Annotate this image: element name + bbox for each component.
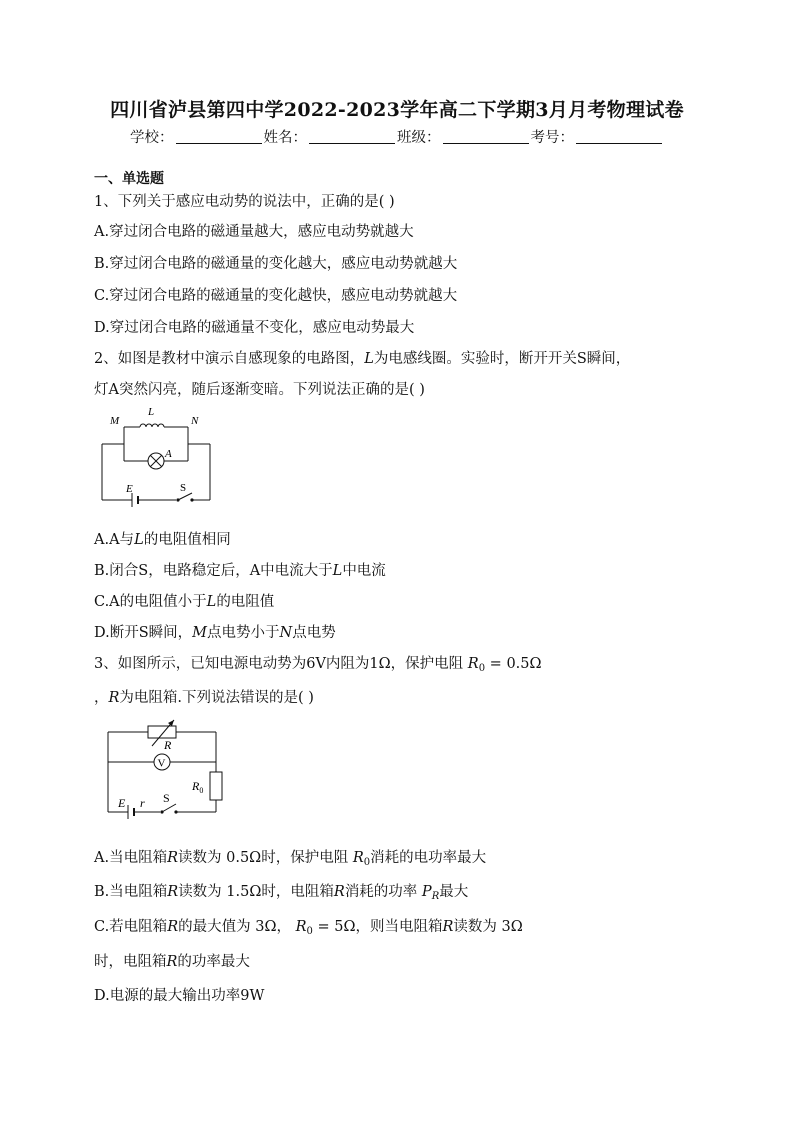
label-V: V [157,757,166,770]
q3-option-c-line1: C.若电阻箱R的最大值为 3Ω， $R_0 = 5\Omega$，则当电阻箱R读数为 3Ω [94,919,523,937]
q1-option-b: B.穿过闭合电路的磁通量的变化越大，感应电动势就越大 [94,256,458,272]
name-blank [309,129,395,144]
label-R: R [164,738,172,752]
label-S: S [180,482,187,494]
q2-stem-line2: 灯A突然闪亮，随后逐渐变暗。下列说法正确的是( ) [94,382,425,398]
q3-circuit-diagram [100,716,230,820]
number-blank [576,129,662,144]
exam-title: 四川省泸县第四中学2022-2023学年高二下学期3月月考物理试卷 [110,99,684,121]
q1-option-a: A.穿过闭合电路的磁通量越大，感应电动势就越大 [94,224,414,240]
student-info-row [0,126,794,147]
class-label: 班级： [397,130,441,146]
label-N: N [191,415,199,427]
q2-option-b: B.闭合S，电路稳定后，A中电流大于L中电流 [94,563,386,579]
q2-option-d: D.断开S瞬间，M点电势小于N点电势 [94,625,336,641]
label-r: r [140,796,145,810]
label-R0: $R_0$ [192,779,204,795]
q1-stem: 1、下列关于感应电动势的说法中，正确的是( ) [94,194,395,210]
q2-stem-line1: 2、如图是教材中演示自感现象的电路图，L为电感线圈。实验时，断开开关S瞬间， [94,351,631,367]
q3-stem-line1: 3、如图所示，已知电源电动势为6V内阻为1Ω，保护电阻 $R_0 = 0.5\Omega$ [94,656,542,674]
switch-contact-right [174,810,177,813]
label-L: L [148,406,155,418]
switch-blade [178,493,192,500]
section-title: 一、单选题 [94,171,164,187]
rheostat-arrowhead [168,720,174,726]
q3-option-d: D.电源的最大输出功率9W [94,988,265,1004]
q2-circuit-diagram [96,404,220,508]
q3-stem-line2: ，R为电阻箱.下列说法错误的是( ) [94,690,314,706]
q3-option-a: A.当电阻箱R读数为 0.5Ω时，保护电阻 $R_0$消耗的电功率最大 [94,850,487,868]
label-E: E [126,483,133,495]
switch-contact-right [190,498,193,501]
q1-option-d: D.穿过闭合电路的磁通量不变化，感应电动势最大 [94,320,415,336]
name-label: 姓名： [263,130,307,146]
switch-blade [162,804,176,812]
q3-option-c-line2: 时，电阻箱R的功率最大 [94,954,250,970]
label-E: E [118,796,126,810]
q2-option-a: A.A与L的电阻值相同 [94,532,231,548]
label-M: M [110,415,120,427]
q2-option-c: C.A的电阻值小于L的电阻值 [94,594,275,610]
school-blank [176,129,262,144]
q3-option-b: B.当电阻箱R读数为 1.5Ω时，电阻箱R消耗的功率 $P_R$最大 [94,884,469,902]
class-blank [443,129,529,144]
number-label: 考号： [530,130,574,146]
label-A: A [165,448,172,460]
q1-option-c: C.穿过闭合电路的磁通量的变化越快，感应电动势就越大 [94,288,458,304]
label-S: S [163,791,170,805]
school-label: 学校： [130,130,174,146]
